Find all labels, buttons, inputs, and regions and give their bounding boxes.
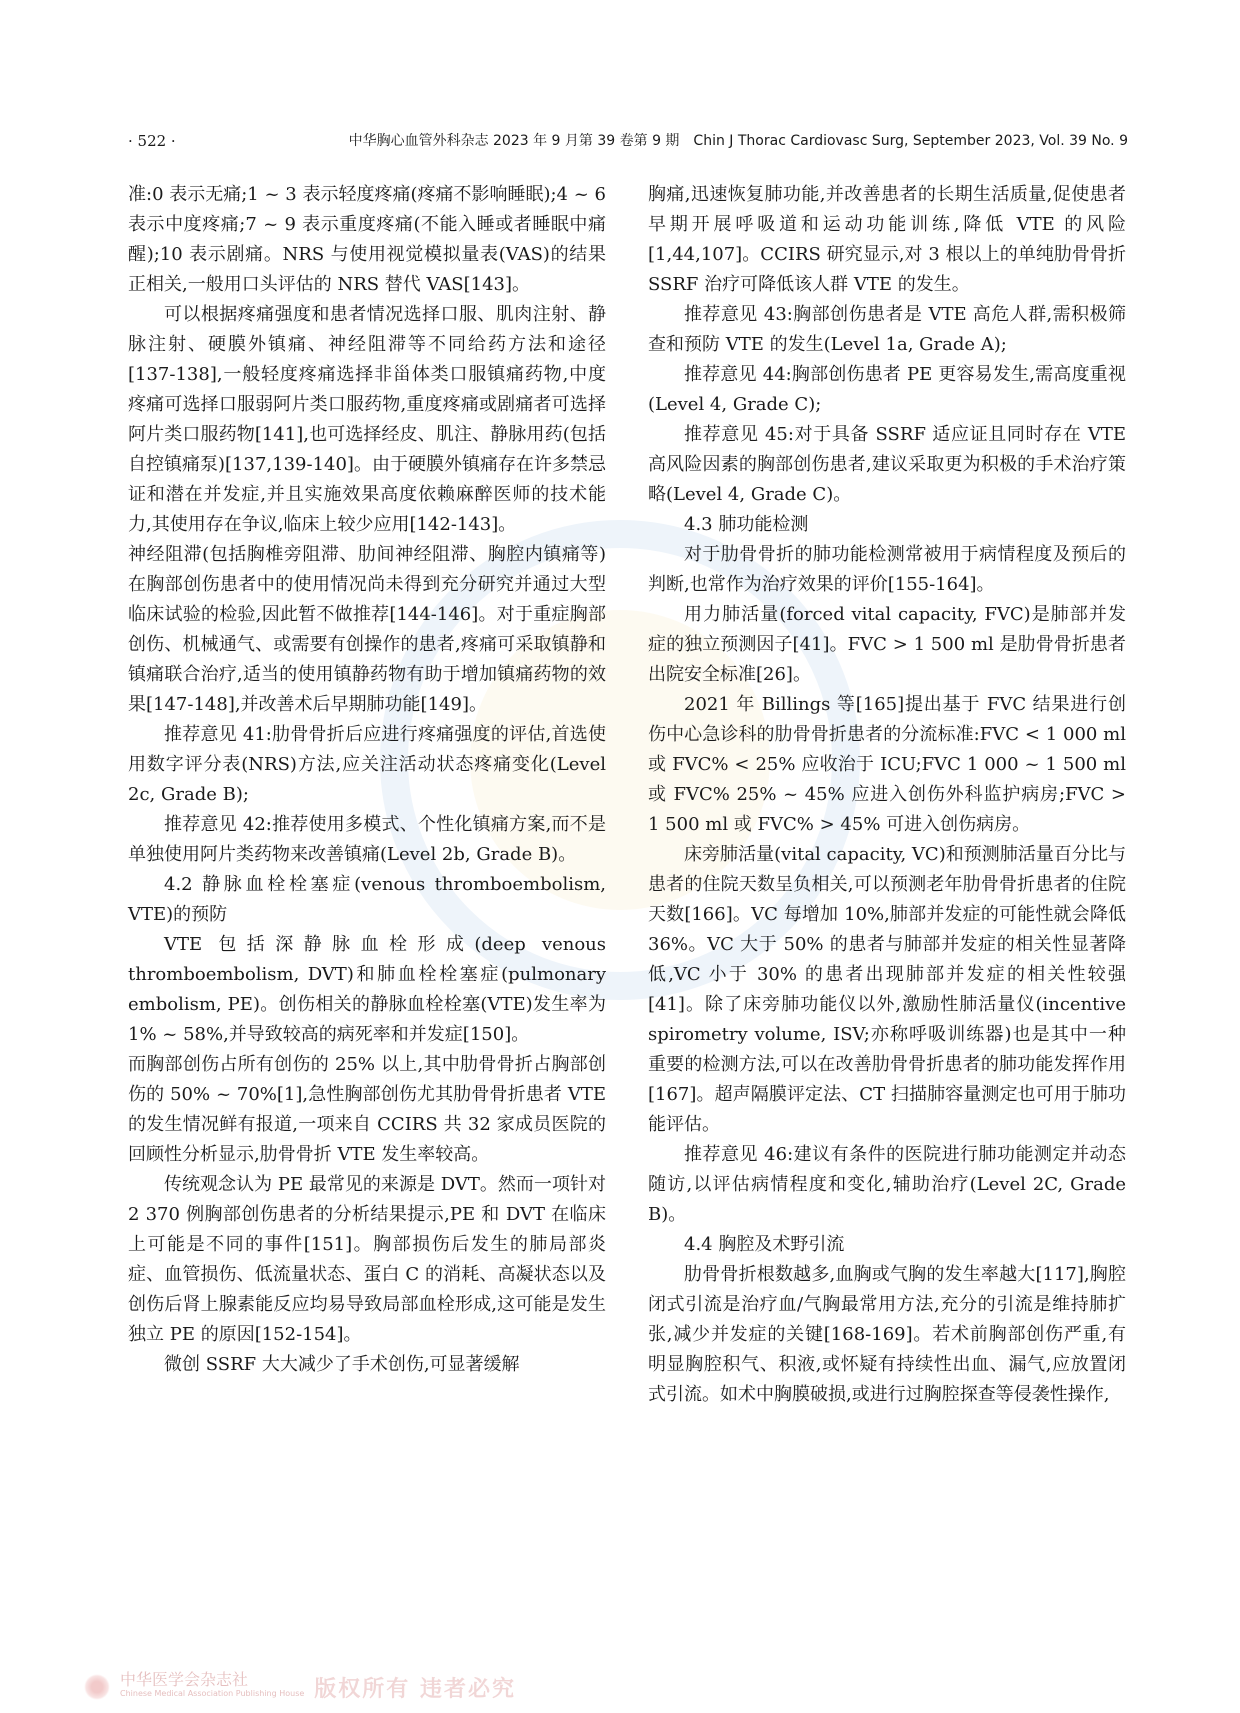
body-paragraph: 传统观念认为 PE 最常见的来源是 DVT。然而一项针对 2 370 例胸部创伤患者的分析结果提示,PE 和 DVT 在临床上可能是不同的事件[151]。胸部损伤后发生的肺局部炎症、血管损伤、低流量状态、蛋白 C 的消耗、高凝状态以及创伤后肾上腺素能反应均易导致局部血栓形成,这可能是发生独立 PE 的原因[152-154]。 — [128, 1174, 606, 1345]
left-column — [128, 180, 606, 1380]
body-paragraph: 对于肋骨骨折的肺功能检测常被用于病情程度及预后的判断,也常作为治疗效果的评价[155-164]。 — [648, 544, 1126, 595]
body-paragraph: 胸痛,迅速恢复肺功能,并改善患者的长期生活质量,促使患者早期开展呼吸道和运动功能训练,降低 VTE 的风险[1,44,107]。CCIRS 研究显示,对 3 根以上的单纯肋骨骨折 SSRF 治疗可降低该人群 VTE 的发生。 — [648, 184, 1126, 295]
body-paragraph: 2021 年 Billings 等[165]提出基于 FVC 结果进行创伤中心急诊科的肋骨骨折患者的分流标准:FVC < 1 000 ml 或 FVC% < 25% 应收治于 ICU;FVC 1 000 ~ 1 500 ml 或 FVC% 25% ~ 45% 应进入创伤外科监护病房;FVC > 1 500 ml 或 FVC% > 45% 可进入创伤病房。 — [648, 694, 1126, 835]
body-paragraph: 床旁肺活量(vital capacity, VC)和预测肺活量百分比与患者的住院天数呈负相关,可以预测老年肋骨骨折患者的住院天数[166]。VC 每增加 10%,肺部并发症的可能性就会降低 36%。VC 大于 50% 的患者与肺部并发症的相关性显著降低,VC 小于 30% 的患者出现肺部并发症的相关性较强[41]。除了床旁肺功能仪以外,激励性肺活量仪(incentive spirometry volume, ISV;亦称呼吸训练器)也是其中一种重要的检测方法,可以在改善肋骨骨折患者的肺功能发挥作用[167]。超声隔膜评定法、CT 扫描肺容量测定也可用于肺功能评估。 — [648, 844, 1126, 1135]
section-heading: 4.4 胸腔及术野引流 — [684, 1234, 845, 1255]
recommendation-paragraph: 推荐意见 45:对于具备 SSRF 适应证且同时存在 VTE 高风险因素的胸部创伤患者,建议采取更为积极的手术治疗策略(Level 4, Grade C)。 — [648, 424, 1126, 505]
journal-citation: 中华胸心血管外科杂志 2023 年 9 月第 39 卷第 9 期 Chin J Thorac Cardiovasc Surg, September 2023, Vol. 39 No. 9 — [348, 133, 1128, 149]
body-paragraph: 可以根据疼痛强度和患者情况选择口服、肌肉注射、静脉注射、硬膜外镇痛、神经阻滞等不同给药方法和途径[137-138],一般轻度疼痛选择非甾体类口服镇痛药物,中度疼痛可选择口服弱阿片类口服药物,重度疼痛或剧痛者可选择阿片类口服药物[141],也可选择经皮、肌注、静脉用药(包括自控镇痛泵)[137,139-140]。由于硬膜外镇痛存在许多禁忌证和潜在并发症,并且实施效果高度依赖麻醉医师的技术能力,其使用存在争议,临床上较少应用[142-143]。 — [128, 304, 606, 535]
body-paragraph: 准:0 表示无痛;1 ~ 3 表示轻度疼痛(疼痛不影响睡眠);4 ~ 6 表示中度疼痛;7 ~ 9 表示重度疼痛(不能入睡或者睡眠中痛醒);10 表示剧痛。NRS 与使用视觉模拟量表(VAS)的结果正相关,一般用口头评估的 NRS 替代 VAS[143]。 — [128, 184, 606, 295]
body-paragraph: 用力肺活量(forced vital capacity, FVC)是肺部并发症的独立预测因子[41]。FVC > 1 500 ml 是肋骨骨折患者出院安全标准[26]。 — [648, 604, 1126, 685]
recommendation-paragraph: 推荐意见 44:胸部创伤患者 PE 更容易发生,需高度重视(Level 4, Grade C); — [648, 364, 1126, 415]
copyright-watermark: 版权所有 违者必究 — [314, 1676, 516, 1702]
body-paragraph: 微创 SSRF 大大减少了手术创伤,可显著缓解 — [164, 1354, 520, 1375]
body-paragraph: VTE 包括深静脉血栓形成(deep venous thromboembolism, DVT)和肺血栓栓塞症(pulmonary embolism, PE)。创伤相关的静脉血栓栓塞(VTE)发生率为 1% ~ 58%,并导致较高的病死率和并发症[150]。 — [128, 934, 606, 1045]
section-heading: 4.2 静脉血栓栓塞症(venous thromboembolism, VTE)的预防 — [128, 874, 606, 925]
body-paragraph: 肋骨骨折根数越多,血胸或气胸的发生率越大[117],胸腔闭式引流是治疗血/气胸最常用方法,充分的引流是维持肺扩张,减少并发症的关键[168-169]。若术前胸部创伤严重,有明显胸腔积气、积液,或怀疑有持续性出血、漏气,应放置闭式引流。如术中胸膜破损,或进行过胸腔探查等侵袭性操作, — [648, 1264, 1126, 1405]
publisher-logo-icon — [84, 1674, 110, 1700]
recommendation-paragraph: 推荐意见 41:肋骨骨折后应进行疼痛强度的评估,首选使用数字评分表(NRS)方法,应关注活动状态疼痛变化(Level 2c, Grade B); — [128, 724, 606, 805]
recommendation-paragraph: 推荐意见 43:胸部创伤患者是 VTE 高危人群,需积极筛查和预防 VTE 的发生(Level 1a, Grade A); — [648, 304, 1126, 355]
body-paragraph: 而胸部创伤占所有创伤的 25% 以上,其中肋骨骨折占胸部创伤的 50% ~ 70%[1],急性胸部创伤尤其肋骨骨折患者 VTE 的发生情况鲜有报道,一项来自 CCIRS 共 32 家成员医院的回顾性分析显示,肋骨骨折 VTE 发生率较高。 — [128, 1054, 606, 1165]
publisher-name: 中华医学会杂志社 Chinese Medical Association Publishing House — [120, 1670, 305, 1698]
right-column — [648, 180, 1126, 1410]
recommendation-paragraph: 推荐意见 46:建议有条件的医院进行肺功能测定并动态随访,以评估病情程度和变化,辅助治疗(Level 2C, Grade B)。 — [648, 1144, 1126, 1225]
recommendation-paragraph: 推荐意见 42:推荐使用多模式、个性化镇痛方案,而不是单独使用阿片类药物来改善镇痛(Level 2b, Grade B)。 — [128, 814, 606, 865]
body-paragraph: 神经阻滞(包括胸椎旁阻滞、肋间神经阻滞、胸腔内镇痛等)在胸部创伤患者中的使用情况尚未得到充分研究并通过大型临床试验的检验,因此暂不做推荐[144-146]。对于重症胸部创伤、机械通气、或需要有创操作的患者,疼痛可采取镇静和镇痛联合治疗,适当的使用镇静药物有助于增加镇痛药物的效果[147-148],并改善术后早期肺功能[149]。 — [128, 544, 606, 715]
publisher-footer — [84, 1672, 584, 1702]
page-number: · 522 · — [128, 132, 176, 150]
page-header — [128, 131, 1128, 151]
section-heading: 4.3 肺功能检测 — [684, 514, 809, 535]
